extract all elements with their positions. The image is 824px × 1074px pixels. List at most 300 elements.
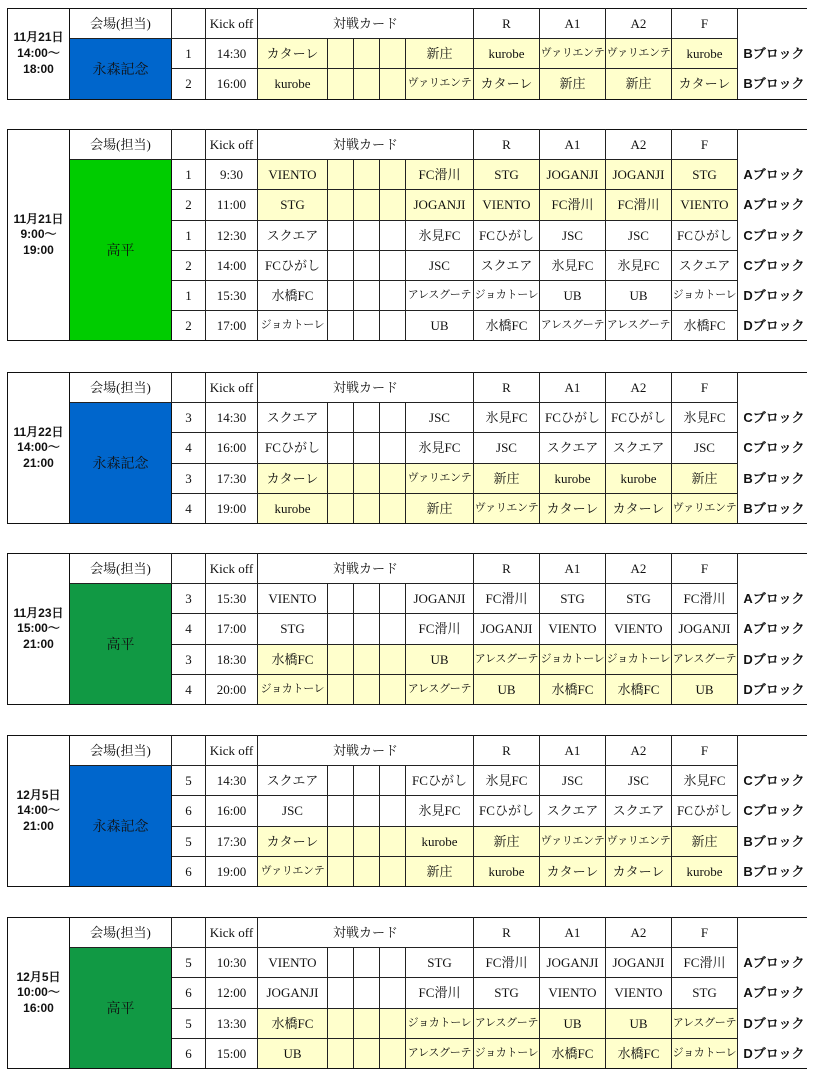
number-header — [172, 554, 206, 584]
score-cell — [328, 614, 354, 644]
kickoff-time: 17:30 — [206, 826, 258, 856]
score-cell — [354, 584, 380, 614]
home-team: カターレ — [258, 463, 328, 493]
kickoff-time: 19:00 — [206, 493, 258, 523]
venue-name: 永森記念 — [70, 766, 172, 887]
referee-f: STG — [672, 160, 738, 190]
referee-f: アレスグーテ — [672, 1008, 738, 1038]
away-team: FC滑川 — [406, 614, 474, 644]
away-team: JSC — [406, 403, 474, 433]
score-cell — [354, 674, 380, 704]
block-label: Aブロック — [743, 591, 805, 607]
block-spacer — [738, 736, 807, 766]
referee-a2: JSC — [606, 766, 672, 796]
referee-a2: VIENTO — [606, 614, 672, 644]
away-team: アレスグーテ — [406, 1038, 474, 1068]
date-line: 14:00〜 — [17, 45, 60, 60]
away-team: ジョカトーレ — [406, 1008, 474, 1038]
score-cell — [354, 796, 380, 826]
referee-f: FCひがし — [672, 796, 738, 826]
match-date-time — [8, 918, 70, 1069]
score-cell — [354, 493, 380, 523]
referee-a1: ジョカトーレ — [540, 644, 606, 674]
a2-header: A2 — [606, 9, 672, 39]
kickoff-time: 10:30 — [206, 948, 258, 978]
match-number: 2 — [172, 311, 206, 341]
referee-a2: VIENTO — [606, 978, 672, 1008]
referee-r: FC滑川 — [474, 584, 540, 614]
referee-a1: スクエア — [540, 433, 606, 463]
kickoff-time: 14:00 — [206, 250, 258, 280]
kickoff-time: 14:30 — [206, 403, 258, 433]
match-date-time — [8, 130, 70, 341]
score-cell — [328, 220, 354, 250]
referee-a2: スクエア — [606, 796, 672, 826]
score-cell — [354, 433, 380, 463]
home-team: STG — [258, 190, 328, 220]
match-row — [8, 160, 807, 190]
score-cell — [328, 674, 354, 704]
date-line: 14:00〜 — [17, 803, 60, 818]
match-number: 5 — [172, 1008, 206, 1038]
number-header — [172, 918, 206, 948]
f-header: F — [672, 918, 738, 948]
referee-f: 氷見FC — [672, 403, 738, 433]
match-number: 1 — [172, 280, 206, 310]
match-number: 6 — [172, 856, 206, 886]
match-number: 4 — [172, 493, 206, 523]
referee-a2: JOGANJI — [606, 160, 672, 190]
kickoff-header: Kick off — [206, 9, 258, 39]
score-cell — [328, 160, 354, 190]
referee-r: UB — [474, 674, 540, 704]
r-header: R — [474, 130, 540, 160]
kickoff-header: Kick off — [206, 373, 258, 403]
number-header — [172, 736, 206, 766]
score-cell — [380, 766, 406, 796]
referee-f: ヴァリエンテ — [672, 493, 738, 523]
referee-a2: STG — [606, 584, 672, 614]
home-team: JOGANJI — [258, 978, 328, 1008]
home-team: kurobe — [258, 493, 328, 523]
score-cell — [328, 948, 354, 978]
kickoff-time: 13:30 — [206, 1008, 258, 1038]
date-line: 10:00〜 — [17, 985, 60, 1000]
referee-a1: 水橋FC — [540, 674, 606, 704]
a1-header: A1 — [540, 130, 606, 160]
home-team: 水橋FC — [258, 280, 328, 310]
block-label: Aブロック — [743, 197, 805, 213]
score-cell — [380, 190, 406, 220]
schedule-table — [7, 372, 807, 524]
kickoff-header: Kick off — [206, 130, 258, 160]
block-label: Bブロック — [743, 833, 805, 849]
referee-a1: JOGANJI — [540, 948, 606, 978]
referee-a1: ヴァリエンテ — [540, 826, 606, 856]
match-number: 1 — [172, 39, 206, 69]
number-header — [172, 130, 206, 160]
score-cell — [380, 311, 406, 341]
block-spacer — [738, 130, 807, 160]
referee-a1: アレスグーテ — [540, 311, 606, 341]
referee-a2: JOGANJI — [606, 948, 672, 978]
block-label: Cブロック — [743, 773, 805, 789]
score-cell — [354, 978, 380, 1008]
referee-a2: 新庄 — [606, 69, 672, 99]
referee-a2: FC滑川 — [606, 190, 672, 220]
away-team: 氷見FC — [406, 220, 474, 250]
referee-r: FCひがし — [474, 220, 540, 250]
referee-a1: FC滑川 — [540, 190, 606, 220]
away-team: アレスグーテ — [406, 280, 474, 310]
kickoff-time: 12:00 — [206, 978, 258, 1008]
home-team: ジョカトーレ — [258, 674, 328, 704]
referee-a1: カターレ — [540, 856, 606, 886]
referee-a1: JOGANJI — [540, 160, 606, 190]
block-label: Aブロック — [743, 985, 805, 1001]
block-label: Bブロック — [738, 69, 807, 99]
match-date-time — [8, 9, 70, 100]
kickoff-time: 14:30 — [206, 766, 258, 796]
kickoff-time: 12:30 — [206, 220, 258, 250]
referee-f: 新庄 — [672, 463, 738, 493]
home-team: UB — [258, 1038, 328, 1068]
match-number: 6 — [172, 1038, 206, 1068]
venue-header: 会場(担当) — [70, 554, 172, 584]
block-label: Cブロック — [743, 227, 805, 243]
away-team: 氷見FC — [406, 433, 474, 463]
header-row — [8, 373, 807, 403]
referee-a2: ヴァリエンテ — [606, 39, 672, 69]
referee-a1: 氷見FC — [540, 250, 606, 280]
block-label: Aブロック — [743, 621, 805, 637]
referee-f: FCひがし — [672, 220, 738, 250]
score-cell — [328, 584, 354, 614]
match-number: 4 — [172, 674, 206, 704]
match-number: 3 — [172, 463, 206, 493]
f-header: F — [672, 373, 738, 403]
kickoff-header: Kick off — [206, 918, 258, 948]
referee-r: ジョカトーレ — [474, 1038, 540, 1068]
referee-f: VIENTO — [672, 190, 738, 220]
referee-a1: 水橋FC — [540, 1038, 606, 1068]
kickoff-time: 18:30 — [206, 644, 258, 674]
venue-name: 永森記念 — [70, 403, 172, 524]
venue-name: 高平 — [70, 160, 172, 341]
away-team: ヴァリエンテ — [406, 463, 474, 493]
home-team: kurobe — [258, 69, 328, 99]
score-cell — [380, 403, 406, 433]
referee-r: 水橋FC — [474, 311, 540, 341]
card-header: 対戦カード — [258, 9, 474, 39]
f-header: F — [672, 130, 738, 160]
match-date-time — [8, 736, 70, 887]
schedule-table — [7, 735, 807, 887]
venue-header: 会場(担当) — [70, 918, 172, 948]
date-line: 21:00 — [23, 636, 54, 651]
referee-a2: カターレ — [606, 493, 672, 523]
a1-header: A1 — [540, 9, 606, 39]
kickoff-time: 19:00 — [206, 856, 258, 886]
score-cell — [354, 766, 380, 796]
referee-f: JOGANJI — [672, 614, 738, 644]
referee-r: スクエア — [474, 250, 540, 280]
referee-a1: JSC — [540, 220, 606, 250]
home-team: VIENTO — [258, 948, 328, 978]
kickoff-time: 17:00 — [206, 311, 258, 341]
card-header: 対戦カード — [258, 130, 474, 160]
score-cell — [380, 796, 406, 826]
match-number: 2 — [172, 250, 206, 280]
home-team: FCひがし — [258, 433, 328, 463]
score-cell — [328, 644, 354, 674]
score-cell — [328, 39, 354, 69]
away-team: JOGANJI — [406, 584, 474, 614]
block-spacer — [738, 918, 807, 948]
header-row — [8, 554, 807, 584]
header-row — [8, 9, 807, 39]
away-team: FCひがし — [406, 766, 474, 796]
kickoff-time: 17:30 — [206, 463, 258, 493]
venue-header: 会場(担当) — [70, 130, 172, 160]
a1-header: A1 — [540, 918, 606, 948]
header-row — [8, 130, 807, 160]
score-cell — [380, 1008, 406, 1038]
referee-r: STG — [474, 160, 540, 190]
date-line: 15:00〜 — [17, 621, 60, 636]
referee-a2: JSC — [606, 220, 672, 250]
referee-a1: カターレ — [540, 493, 606, 523]
score-cell — [380, 250, 406, 280]
score-cell — [354, 220, 380, 250]
score-cell — [354, 39, 380, 69]
date-line: 18:00 — [23, 61, 54, 76]
date-line: 19:00 — [23, 242, 54, 257]
match-number: 5 — [172, 766, 206, 796]
a2-header: A2 — [606, 373, 672, 403]
referee-f: UB — [672, 674, 738, 704]
kickoff-time: 9:30 — [206, 160, 258, 190]
away-team: ヴァリエンテ — [406, 69, 474, 99]
score-cell — [380, 463, 406, 493]
score-cell — [328, 826, 354, 856]
away-team: UB — [406, 311, 474, 341]
f-header: F — [672, 736, 738, 766]
schedule-table — [7, 8, 807, 100]
away-team: 氷見FC — [406, 796, 474, 826]
schedule-table — [7, 129, 807, 341]
referee-a1: UB — [540, 1008, 606, 1038]
referee-r: アレスグーテ — [474, 1008, 540, 1038]
home-team: VIENTO — [258, 160, 328, 190]
referee-r: VIENTO — [474, 190, 540, 220]
referee-r: アレスグーテ — [474, 644, 540, 674]
score-cell — [380, 433, 406, 463]
block-label: Cブロック — [743, 257, 805, 273]
kickoff-time: 14:30 — [206, 39, 258, 69]
block-label: Bブロック — [738, 493, 807, 523]
kickoff-time: 16:00 — [206, 69, 258, 99]
f-header: F — [672, 554, 738, 584]
match-row — [8, 766, 807, 796]
score-cell — [354, 826, 380, 856]
kickoff-time: 11:00 — [206, 190, 258, 220]
score-cell — [380, 493, 406, 523]
away-team: 新庄 — [406, 39, 474, 69]
score-cell — [380, 584, 406, 614]
venue-name: 高平 — [70, 948, 172, 1069]
referee-a2: kurobe — [606, 463, 672, 493]
card-header: 対戦カード — [258, 918, 474, 948]
referee-r: 新庄 — [474, 463, 540, 493]
referee-r: FC滑川 — [474, 948, 540, 978]
score-cell — [328, 433, 354, 463]
date-line: 12月5日 — [16, 969, 61, 984]
r-header: R — [474, 9, 540, 39]
home-team: 水橋FC — [258, 1008, 328, 1038]
match-row — [8, 39, 807, 69]
referee-a1: VIENTO — [540, 978, 606, 1008]
score-cell — [354, 948, 380, 978]
a2-header: A2 — [606, 918, 672, 948]
block-label: Dブロック — [738, 311, 807, 341]
a1-header: A1 — [540, 373, 606, 403]
match-row — [8, 403, 807, 433]
referee-r: FCひがし — [474, 796, 540, 826]
block-label: Dブロック — [743, 651, 805, 667]
match-number: 2 — [172, 190, 206, 220]
referee-a1: VIENTO — [540, 614, 606, 644]
kickoff-time: 16:00 — [206, 433, 258, 463]
match-number: 3 — [172, 584, 206, 614]
referee-f: アレスグーテ — [672, 644, 738, 674]
referee-f: FC滑川 — [672, 948, 738, 978]
score-cell — [380, 280, 406, 310]
score-cell — [354, 463, 380, 493]
kickoff-time: 20:00 — [206, 674, 258, 704]
away-team: 新庄 — [406, 493, 474, 523]
date-line: 21:00 — [23, 818, 54, 833]
referee-a2: 氷見FC — [606, 250, 672, 280]
referee-a2: FCひがし — [606, 403, 672, 433]
block-label: Bブロック — [743, 46, 805, 62]
match-date-time — [8, 373, 70, 524]
referee-r: STG — [474, 978, 540, 1008]
venue-header: 会場(担当) — [70, 9, 172, 39]
block-label: Cブロック — [743, 440, 805, 456]
score-cell — [328, 978, 354, 1008]
referee-a2: スクエア — [606, 433, 672, 463]
score-cell — [380, 614, 406, 644]
match-number: 5 — [172, 826, 206, 856]
r-header: R — [474, 554, 540, 584]
number-header — [172, 9, 206, 39]
away-team: FC滑川 — [406, 978, 474, 1008]
score-cell — [328, 311, 354, 341]
block-spacer — [738, 554, 807, 584]
card-header: 対戦カード — [258, 554, 474, 584]
referee-f: ジョカトーレ — [672, 280, 738, 310]
block-label: Dブロック — [743, 1015, 805, 1031]
away-team: JOGANJI — [406, 190, 474, 220]
referee-r: ジョカトーレ — [474, 280, 540, 310]
home-team: カターレ — [258, 39, 328, 69]
score-cell — [328, 1038, 354, 1068]
home-team: VIENTO — [258, 584, 328, 614]
date-line: 11月21日 — [13, 30, 64, 45]
number-header — [172, 373, 206, 403]
score-cell — [354, 403, 380, 433]
referee-r: 氷見FC — [474, 403, 540, 433]
block-label: Aブロック — [743, 167, 805, 183]
date-line: 11月21日 — [13, 211, 64, 226]
block-label: Dブロック — [743, 288, 805, 304]
card-header: 対戦カード — [258, 373, 474, 403]
referee-a2: ジョカトーレ — [606, 644, 672, 674]
score-cell — [380, 160, 406, 190]
score-cell — [354, 160, 380, 190]
referee-a1: kurobe — [540, 463, 606, 493]
match-number: 5 — [172, 948, 206, 978]
score-cell — [354, 280, 380, 310]
score-cell — [328, 250, 354, 280]
match-number: 3 — [172, 644, 206, 674]
away-team: UB — [406, 644, 474, 674]
referee-r: kurobe — [474, 39, 540, 69]
referee-r: 氷見FC — [474, 766, 540, 796]
score-cell — [380, 978, 406, 1008]
referee-a1: スクエア — [540, 796, 606, 826]
score-cell — [328, 796, 354, 826]
score-cell — [380, 39, 406, 69]
referee-a1: JSC — [540, 766, 606, 796]
score-cell — [328, 463, 354, 493]
home-team: スクエア — [258, 403, 328, 433]
referee-f: FC滑川 — [672, 584, 738, 614]
away-team: JSC — [406, 250, 474, 280]
match-number: 2 — [172, 69, 206, 99]
referee-a1: ヴァリエンテ — [540, 39, 606, 69]
kickoff-time: 17:00 — [206, 614, 258, 644]
home-team: カターレ — [258, 826, 328, 856]
home-team: ヴァリエンテ — [258, 856, 328, 886]
score-cell — [328, 403, 354, 433]
score-cell — [354, 1008, 380, 1038]
block-label: Cブロック — [743, 803, 805, 819]
venue-name: 高平 — [70, 584, 172, 705]
block-label: Cブロック — [743, 410, 805, 426]
referee-a2: 水橋FC — [606, 1038, 672, 1068]
schedule-table — [7, 553, 807, 705]
score-cell — [354, 614, 380, 644]
home-team: スクエア — [258, 766, 328, 796]
score-cell — [328, 766, 354, 796]
block-label: Dブロック — [738, 674, 807, 704]
referee-f: kurobe — [672, 39, 738, 69]
score-cell — [354, 69, 380, 99]
date-line: 12月5日 — [16, 787, 61, 802]
a1-header: A1 — [540, 554, 606, 584]
score-cell — [380, 826, 406, 856]
referee-f: 氷見FC — [672, 766, 738, 796]
score-cell — [328, 280, 354, 310]
match-row — [8, 584, 807, 614]
score-cell — [380, 674, 406, 704]
venue-header: 会場(担当) — [70, 736, 172, 766]
f-header: F — [672, 9, 738, 39]
referee-a2: アレスグーテ — [606, 311, 672, 341]
a2-header: A2 — [606, 736, 672, 766]
